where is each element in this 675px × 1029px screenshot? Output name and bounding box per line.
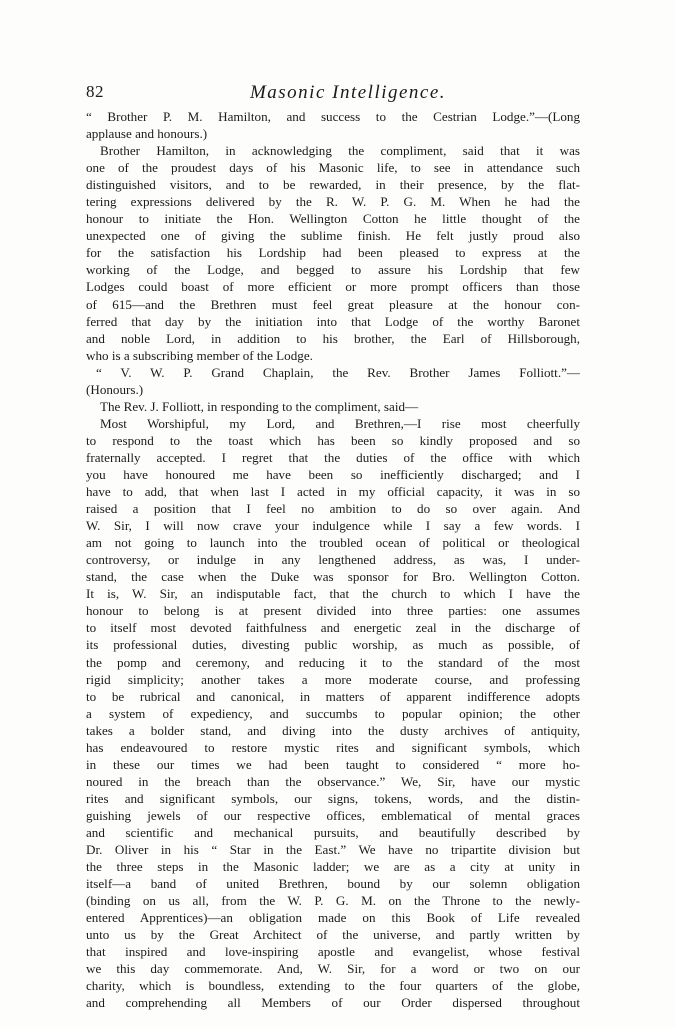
text-line: rigid simplicity; another takes a more moderate course, and professing bbox=[86, 671, 580, 687]
text-line: noured in the breach than the observance.” We, Sir, have our mystic bbox=[86, 773, 580, 789]
text-line: charity, which is boundless, extending to the four quarters of the globe, bbox=[86, 978, 580, 994]
text-line: fraternally accepted. I regret that the duties of the office with which bbox=[86, 449, 580, 465]
text-line: the pomp and ceremony, and reducing it to the standard of the most bbox=[86, 654, 580, 670]
text-line: in these our times we had been taught to considered “ more ho- bbox=[86, 756, 580, 772]
text-line: and noble Lord, in addition to his brother, the Earl of Hillsborough, bbox=[86, 330, 580, 346]
text-line: Lodges could boast of more efficient or more prompt officers than those bbox=[86, 279, 580, 295]
text-line: has endeavoured to restore mystic rites and significant symbols, which bbox=[86, 739, 580, 755]
text-line: itself—a band of united Brethren, bound by our solemn obligation bbox=[86, 876, 580, 892]
running-title: Masonic Intelligence. bbox=[249, 82, 447, 103]
text-line: its professional duties, divesting public worship, as much as possible, of bbox=[86, 637, 580, 653]
text-line: entered Apprentices)—an obligation made on this Book of Life revealed bbox=[86, 910, 580, 926]
text-line: W. Sir, I will now crave your indulgence while I say a few words. I bbox=[86, 518, 580, 534]
text-line: you have honoured me have been so inefficiently discharged; and I bbox=[86, 466, 580, 482]
text-line: distinguished visitors, and to be rewarded, in their presence, by the flat- bbox=[86, 177, 580, 193]
article-body bbox=[86, 108, 580, 1011]
text-line: (binding on us all, from the W. P. G. M. on the Throne to the newly- bbox=[86, 893, 580, 909]
text-line: a system of expediency, and succumbs to popular opinion; the other bbox=[86, 705, 580, 721]
text-line: (Honours.) bbox=[86, 381, 144, 397]
page-header bbox=[86, 82, 580, 106]
text-line: that inspired and love-inspiring apostle and evangelist, whose festival bbox=[86, 944, 580, 960]
text-line: rites and significant symbols, our signs, tokens, words, and the distin- bbox=[86, 790, 580, 806]
text-line: of 615—and the Brethren must feel great pleasure at the honour con- bbox=[86, 296, 580, 312]
text-line: “ Brother P. M. Hamilton, and success to the Cestrian Lodge.”—(Long bbox=[86, 109, 580, 124]
page-number: 82 bbox=[86, 82, 104, 101]
text-line: Brother Hamilton, in acknowledging the compliment, said that it was bbox=[100, 143, 580, 159]
text-line: working of the Lodge, and begged to assure his Lordship that few bbox=[86, 262, 580, 278]
text-line: raised a position that I feel no ambition to do so over again. And bbox=[86, 501, 580, 517]
text-line: and comprehending all Members of our Order dispersed throughout bbox=[86, 995, 580, 1011]
text-line: honour to initiate the Hon. Wellington Cotton he little thought of the bbox=[86, 211, 580, 227]
text-line: applause and honours.) bbox=[86, 126, 208, 142]
text-line: Dr. Oliver in his “ Star in the East.” We have no tripartite division but bbox=[86, 842, 580, 858]
text-line: stand, the case when the Duke was sponsor for Bro. Wellington Cotton. bbox=[86, 569, 580, 585]
text-line: tering expressions delivered by the R. W. P. G. M. When he had the bbox=[86, 194, 580, 210]
text-line: It is, W. Sir, an indisputable fact, that the church to which I have the bbox=[86, 586, 580, 602]
text-line: unexpected one of giving the sublime finish. He felt justly proud also bbox=[86, 228, 580, 244]
text-line: The Rev. J. Folliott, in responding to the compliment, said— bbox=[100, 398, 419, 414]
text-line: am not going to launch into the troubled ocean of political or theological bbox=[86, 535, 580, 551]
text-line: ferred that day by the initiation into that Lodge of the worthy Baronet bbox=[86, 313, 580, 329]
text-line: we this day commemorate. And, W. Sir, for a word or two on our bbox=[86, 961, 580, 977]
text-line: honour to belong is at present divided into three parties: one assumes bbox=[86, 603, 580, 619]
text-line: to itself most devoted faithfulness and energetic zeal in the discharge of bbox=[86, 620, 580, 636]
text-line: for the satisfaction his Lordship had been pleased to express at the bbox=[86, 245, 580, 261]
text-line: Most Worshipful, my Lord, and Brethren,—I rise most cheerfully bbox=[100, 415, 580, 431]
text-line: unto us by the Great Architect of the universe, and partly written by bbox=[86, 927, 580, 943]
text-line: the three steps in the Masonic ladder; we are as a city at unity in bbox=[86, 859, 580, 875]
text-line: to be rubrical and canonical, in matters of apparent indifference adopts bbox=[86, 688, 580, 704]
text-line: one of the proudest days of his Masonic life, to see in attendance such bbox=[86, 160, 580, 176]
text-line: who is a subscribing member of the Lodge. bbox=[86, 347, 313, 363]
text-line: “ V. W. P. Grand Chaplain, the Rev. Brother James Folliott.”— bbox=[96, 364, 580, 380]
text-line: to respond to the toast which has been so kindly proposed and so bbox=[86, 432, 580, 448]
text-line: controversy, or indulge in any lengthened address, as was, I under- bbox=[86, 552, 580, 568]
text-line: guishing jewels of our respective offices, emblematical of mental graces bbox=[86, 807, 580, 823]
text-line: and scientific and mechanical pursuits, and beautifully described by bbox=[86, 824, 580, 840]
text-line: takes a bolder stand, and diving into the dusty archives of antiquity, bbox=[86, 722, 580, 738]
text-line: have to add, that when last I acted in my official capacity, it was in so bbox=[86, 484, 580, 500]
